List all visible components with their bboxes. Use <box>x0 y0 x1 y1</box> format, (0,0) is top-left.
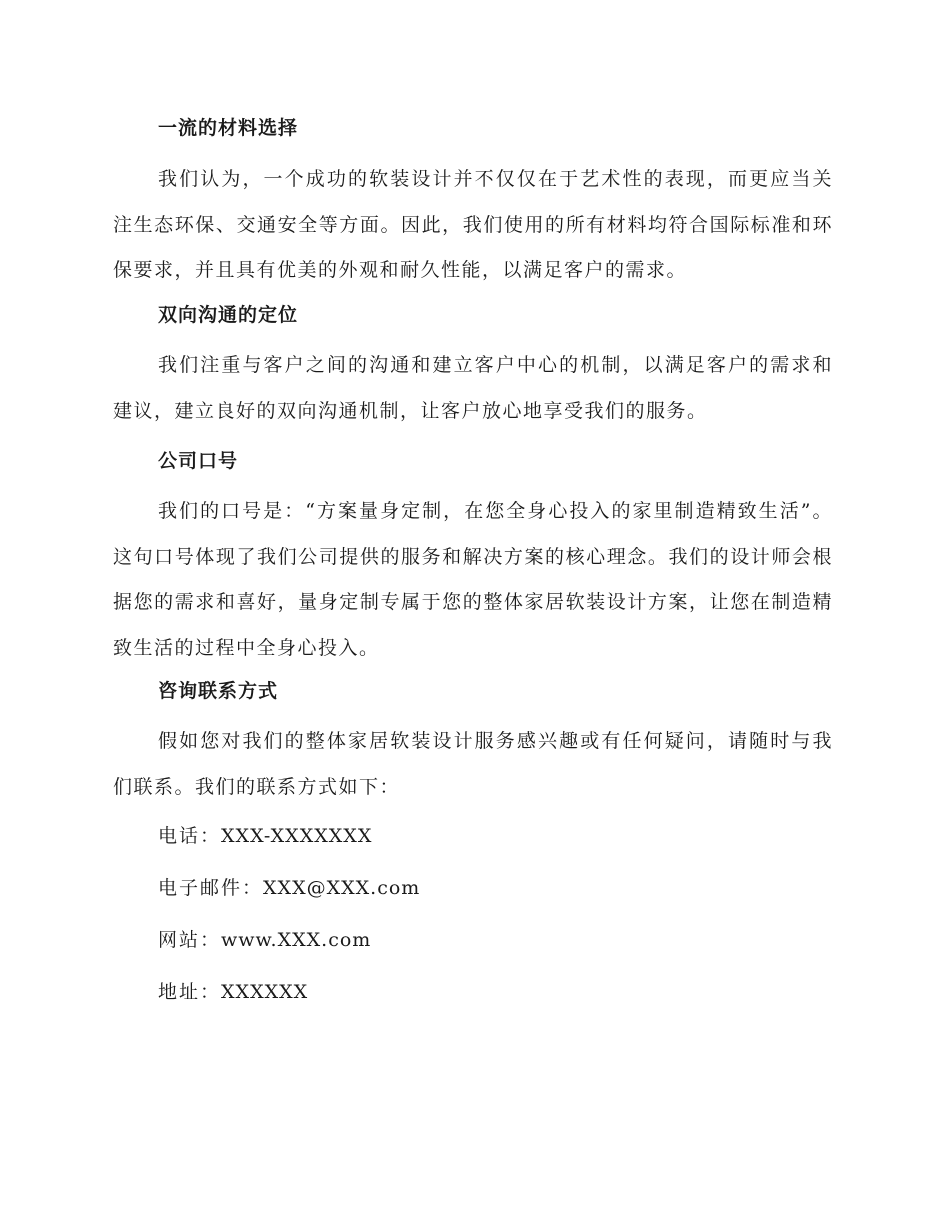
contact-website <box>158 927 371 953</box>
contact-address <box>158 979 308 1005</box>
section-heading-contact: 咨询联系方式 <box>158 680 279 702</box>
paragraph-communication: 我们注重与客户之间的沟通和建立客户中心的机制，以满足客户的需求和建议，建立良好的双向沟通机制，让客户放心地享受我们的服务。 <box>113 354 833 422</box>
paragraph-materials: 我们认为，一个成功的软装设计并不仅仅在于艺术性的表现，而更应当关注生态环保、交通安全等方面。因此，我们使用的所有材料均符合国际标准和环保要求，并且具有优美的外观和耐久性能，以满足客户的需求。 <box>113 168 833 281</box>
contact-address-label: 地址： <box>158 981 222 1003</box>
contact-website-label: 网站： <box>158 929 222 951</box>
section-heading-materials: 一流的材料选择 <box>158 117 299 139</box>
paragraph-slogan: 我们的口号是：“方案量身定制，在您全身心投入的家里制造精致生活”。这句口号体现了我们公司提供的服务和解决方案的核心理念。我们的设计师会根据您的需求和喜好，量身定制专属于您的整体家居软装设计方案，让您在制造精致生活的过程中全身心投入。 <box>113 500 833 659</box>
section-body-contact <box>113 719 833 810</box>
contact-email-value: XXX@XXX.com <box>263 877 421 899</box>
contact-phone <box>158 823 372 849</box>
section-body-communication <box>113 343 833 434</box>
contact-email-label: 电子邮件： <box>158 877 264 899</box>
paragraph-contact: 假如您对我们的整体家居软装设计服务感兴趣或有任何疑问，请随时与我们联系。我们的联系方式如下： <box>113 730 833 798</box>
section-body-materials <box>113 157 833 294</box>
section-body-slogan <box>113 489 833 671</box>
section-heading-communication: 双向沟通的定位 <box>158 304 299 326</box>
contact-phone-label: 电话： <box>158 825 222 847</box>
contact-email <box>158 875 420 901</box>
contact-address-value: XXXXXX <box>221 981 309 1003</box>
section-heading-slogan: 公司口号 <box>158 450 239 472</box>
contact-website-value: www.XXX.com <box>221 929 372 951</box>
contact-phone-value: XXX-XXXXXXX <box>221 825 373 847</box>
